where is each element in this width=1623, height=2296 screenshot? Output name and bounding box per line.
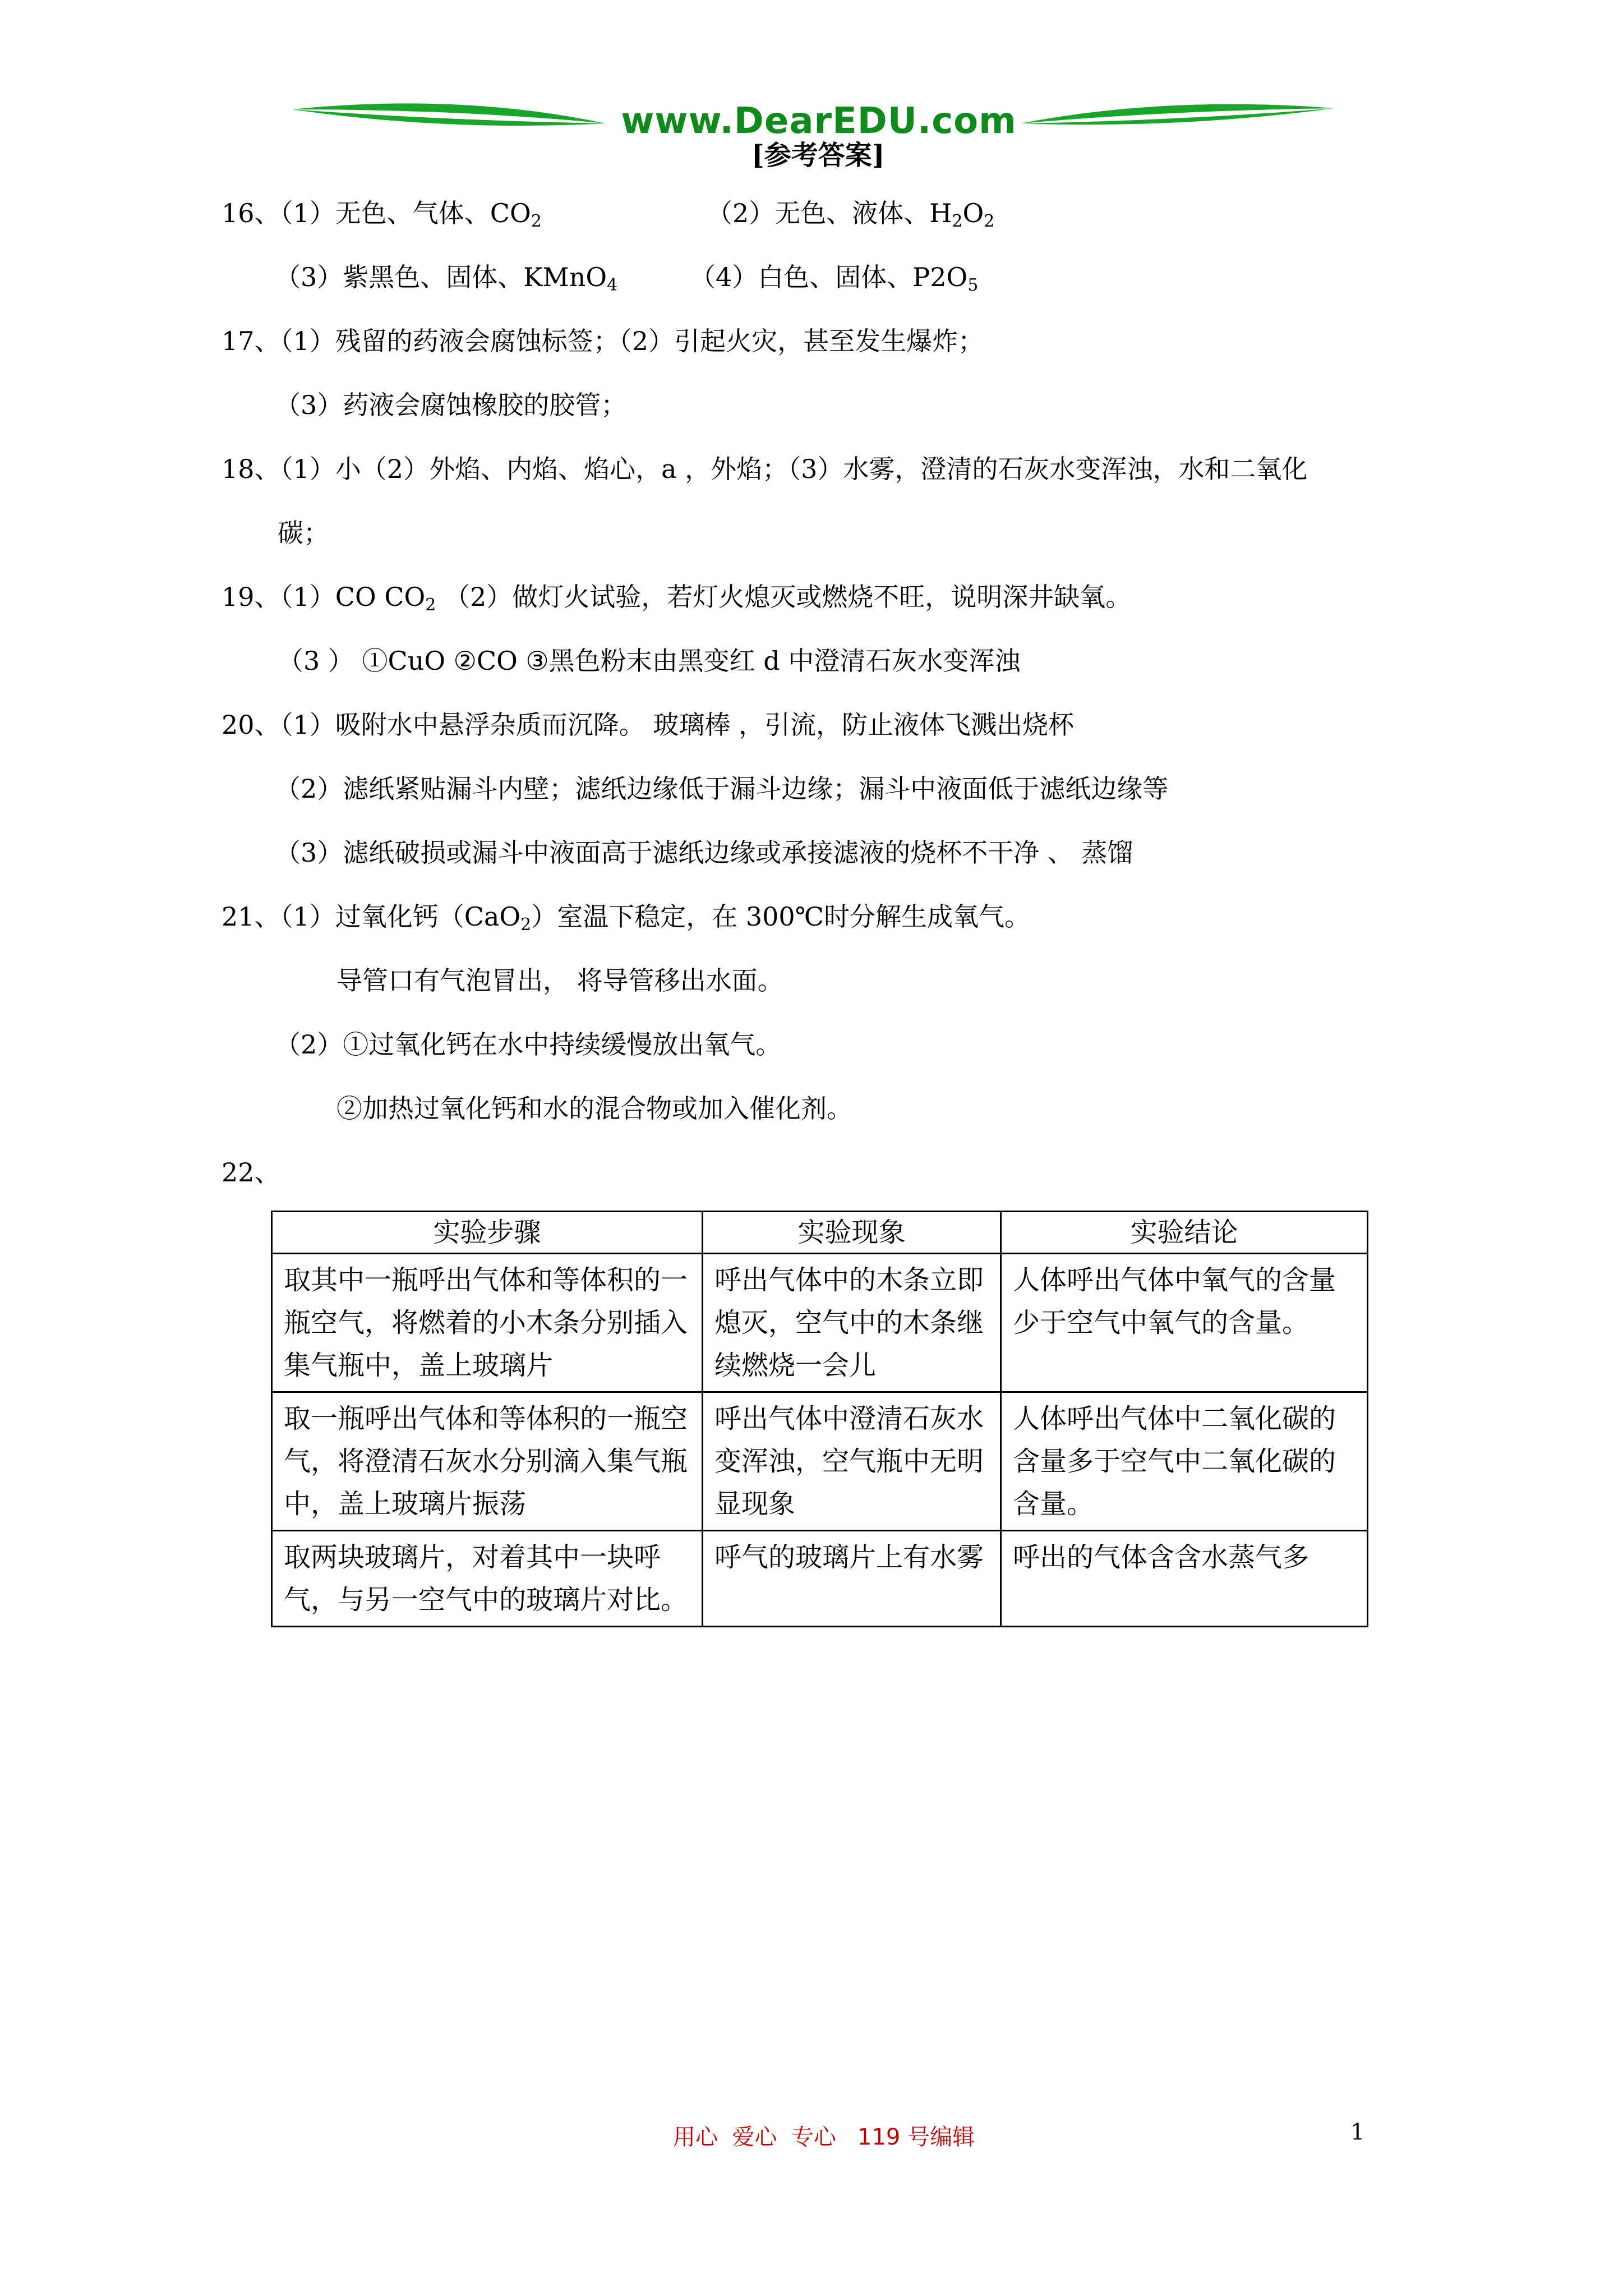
table-row — [272, 1254, 1368, 1392]
q20-line1: 20、（1）吸附水中悬浮杂质而沉降。 玻璃棒 ，引流，防止液体飞溅出烧杯 — [222, 710, 1075, 740]
q18-line1: 18、（1）小（2）外焰、内焰、焰心，a ，外焰；（3）水雾，澄清的石灰水变浑浊，水和二氧化 — [222, 454, 1308, 484]
q21-line2: 导管口有气泡冒出， 将导管移出水面。 — [336, 965, 783, 996]
q16-line2b — [690, 261, 978, 293]
header-phenomena: 实验现象 — [703, 1212, 1001, 1254]
header-steps: 实验步骤 — [272, 1212, 703, 1254]
table-cell: 人体呼出气体中氧气的含量少于空气中氧气的含量。 — [1001, 1254, 1368, 1392]
q16-answer2: （2）无色、液体、H — [707, 198, 952, 228]
q21-line1 — [222, 901, 1031, 935]
q21-part1: 21、（1）过氧化钙（CaO — [222, 901, 521, 932]
q20-line3: （3）滤纸破损或漏斗中液面高于滤纸边缘或承接滤液的烧杯不干净 、 蒸馏 — [275, 838, 1133, 868]
experiment-table — [271, 1211, 1368, 1627]
subscript: 2 — [952, 211, 963, 231]
q16-line2 — [275, 261, 617, 293]
subscript: 5 — [967, 275, 979, 295]
q19-part1: 19、（1）CO CO — [222, 582, 426, 612]
q16-answer4: （4）白色、固体、P2O — [690, 262, 968, 292]
q19-line1 — [222, 581, 1131, 613]
header-conclusion: 实验结论 — [1001, 1212, 1368, 1254]
site-logo: www.DearEDU.com — [621, 100, 1017, 142]
subscript: 2 — [425, 595, 436, 615]
q16-answer3: （3）紫黑色、固体、KMnO — [275, 262, 607, 292]
table-cell: 取其中一瓶呼出气体和等体积的一瓶空气，将燃着的小木条分别插入集气瓶中，盖上玻璃片 — [272, 1254, 703, 1392]
q21-part2: ）室温下稳定，在 300℃时分解生成氧气。 — [531, 901, 1031, 932]
q21-line3: （2）①过氧化钙在水中持续缓慢放出氧气。 — [275, 1029, 782, 1060]
subscript: 2 — [531, 211, 542, 231]
q21-line4: ②加热过氧化钙和水的混合物或加入催化剂。 — [336, 1093, 852, 1124]
subscript: 2 — [984, 211, 995, 231]
q16-line1b — [707, 197, 994, 229]
table-cell: 呼出气体中的木条立即熄灭，空气中的木条继续燃烧一会儿 — [703, 1254, 1001, 1392]
q16-line1 — [222, 197, 542, 229]
table-cell: 取两块玻璃片，对着其中一块呼气，与另一空气中的玻璃片对比。 — [272, 1531, 703, 1627]
subscript: 4 — [607, 275, 618, 295]
table-cell: 呼气的玻璃片上有水雾 — [703, 1531, 1001, 1627]
q17-line1: 17、（1）残留的药液会腐蚀标签；（2）引起火灾，甚至发生爆炸； — [222, 326, 984, 356]
table-cell: 取一瓶呼出气体和等体积的一瓶空气，将澄清石灰水分别滴入集气瓶中，盖上玻璃片振荡 — [272, 1392, 703, 1531]
q20-line2: （2）滤纸紧贴漏斗内壁；滤纸边缘低于漏斗边缘；漏斗中液面低于滤纸边缘等 — [275, 774, 1169, 804]
table-row — [272, 1392, 1368, 1531]
table-cell: 呼出的气体含含水蒸气多 — [1001, 1531, 1368, 1627]
q16-answer1: 16、（1）无色、气体、CO — [222, 198, 531, 228]
q19-part2: （2）做灯火试验，若灯火熄灭或燃烧不旺，说明深井缺氧。 — [436, 582, 1132, 612]
q16-answer2-mid: O — [962, 198, 984, 228]
page-number: 1 — [1350, 2119, 1365, 2145]
footer-text: 用心 爱心 专心 119 号编辑 — [673, 2124, 975, 2150]
page-title: [参考答案] — [751, 140, 885, 171]
q17-line2: （3）药液会腐蚀橡胶的胶管； — [275, 390, 627, 420]
q18-line2: 碳； — [278, 518, 329, 548]
table-cell: 呼出气体中澄清石灰水变浑浊，空气瓶中无明显现象 — [703, 1392, 1001, 1531]
table-header-row — [272, 1212, 1368, 1254]
q19-line2: （3 ） ①CuO ②CO ③黑色粉末由黑变红 d 中澄清石灰水变浑浊 — [278, 646, 1021, 676]
subscript: 2 — [520, 915, 532, 935]
table-row — [272, 1531, 1368, 1627]
q22-label: 22、 — [222, 1157, 280, 1188]
table-cell: 人体呼出气体中二氧化碳的含量多于空气中二氧化碳的含量。 — [1001, 1392, 1368, 1531]
